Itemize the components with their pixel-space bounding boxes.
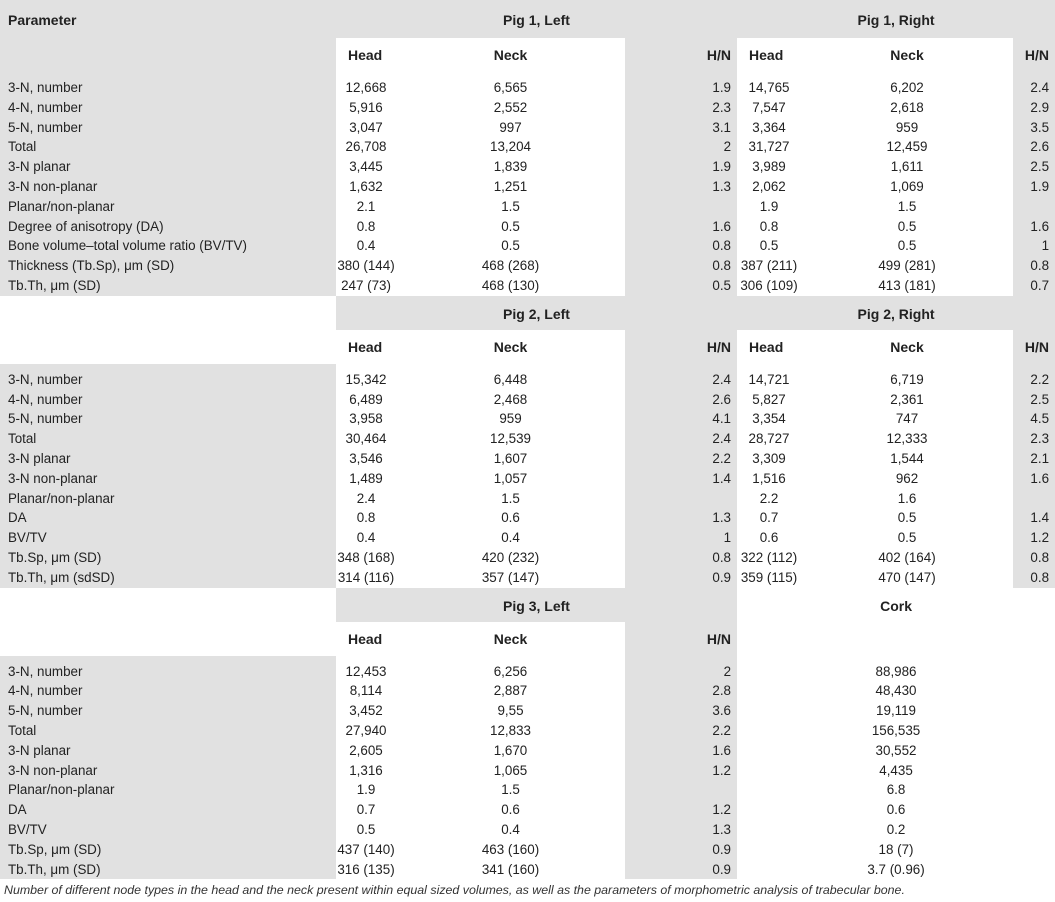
neck-column-header: Neck — [890, 338, 924, 355]
head-value: 2.4 — [356, 490, 376, 506]
hn-value: 0.9 — [625, 860, 737, 880]
cork-value: 19,119 — [876, 703, 917, 719]
head-value: 3,958 — [349, 411, 383, 427]
neck-value: 9,55 — [497, 703, 524, 719]
hn-value: 0.9 — [625, 568, 737, 588]
neck-value: 0.4 — [501, 821, 520, 837]
cork-value: 6.8 — [886, 782, 906, 798]
neck-value: 6,719 — [890, 371, 924, 387]
parameter-label: Total — [0, 429, 336, 449]
head-value: 5,827 — [752, 391, 786, 407]
neck-value: 2,887 — [493, 683, 528, 699]
neck-value: 0.5 — [897, 238, 917, 254]
hn-value: 1.4 — [625, 469, 737, 489]
group-header-row — [0, 0, 1055, 38]
hn-value: 2.4 — [625, 370, 737, 390]
parameter-label: 5-N, number — [0, 118, 336, 138]
table-row — [0, 118, 1055, 138]
cork-value: 0.2 — [886, 821, 906, 837]
head-value: 3,546 — [349, 450, 383, 466]
hn-value: 0.8 — [1013, 568, 1055, 588]
head-value: 2,062 — [752, 178, 786, 194]
head-value: 31,727 — [748, 139, 790, 155]
neck-value: 341 (160) — [481, 861, 540, 877]
table-row — [0, 236, 1055, 256]
table-row — [0, 98, 1055, 118]
table-row — [0, 390, 1055, 410]
hn-value: 4.1 — [625, 409, 737, 429]
cork-value: 0.6 — [886, 802, 906, 818]
neck-value: 13,204 — [490, 139, 531, 155]
hn-value: 2.2 — [625, 721, 737, 741]
head-value: 3,354 — [752, 411, 786, 427]
hn-value: 2 — [625, 137, 737, 157]
neck-column-header: Neck — [493, 47, 528, 63]
neck-value: 2,468 — [493, 391, 528, 407]
hn-column-header: H/N — [625, 38, 737, 72]
parameter-label: Bone volume–total volume ratio (BV/TV) — [0, 236, 336, 256]
cork-value: 18 (7) — [878, 841, 914, 857]
hn-value — [1013, 489, 1055, 509]
neck-value: 499 (281) — [878, 258, 936, 274]
hn-value: 1.6 — [1013, 217, 1055, 237]
table-caption: Number of different node types in the head and the neck present within equal sized volumes, as well as the parameters of morphometric analysis of trabecular bone. — [4, 883, 905, 897]
hn-value: 2.6 — [625, 390, 737, 410]
neck-value: 2,552 — [493, 99, 528, 115]
hn-value: 0.5 — [625, 276, 737, 296]
parameter-label: BV/TV — [0, 820, 336, 840]
head-value: 3,452 — [349, 703, 383, 719]
head-value: 0.4 — [356, 238, 376, 254]
head-value: 437 (140) — [337, 841, 395, 857]
head-value: 15,342 — [345, 371, 387, 387]
hn-value — [625, 197, 737, 217]
empty-header-cell — [0, 38, 336, 72]
hn-value: 1.9 — [625, 78, 737, 98]
neck-value: 959 — [499, 411, 522, 427]
hn-column-header: H/N — [1013, 330, 1055, 364]
hn-value: 0.7 — [1013, 276, 1055, 296]
head-value: 8,114 — [349, 683, 383, 699]
head-value: 1.9 — [356, 782, 376, 798]
hn-value: 0.8 — [625, 548, 737, 568]
table-row — [0, 800, 1055, 820]
group-header-row — [0, 296, 1055, 330]
head-value: 26,708 — [345, 139, 387, 155]
neck-value: 1,607 — [493, 450, 528, 466]
hn-value: 1.9 — [625, 157, 737, 177]
hn-value: 2.4 — [1013, 78, 1055, 98]
head-column-header: Head — [348, 47, 383, 63]
hn-column-header: H/N — [625, 330, 737, 364]
hn-column-header: H/N — [625, 622, 737, 656]
hn-value: 0.8 — [625, 256, 737, 276]
table-row — [0, 508, 1055, 528]
hn-value: 1 — [1013, 236, 1055, 256]
head-value: 3,445 — [349, 159, 383, 175]
head-value: 380 (144) — [337, 258, 395, 274]
table-row — [0, 780, 1055, 800]
head-column-header: Head — [749, 47, 784, 63]
head-value: 3,047 — [349, 119, 383, 135]
head-value: 30,464 — [345, 431, 387, 447]
hn-value: 2.2 — [1013, 370, 1055, 390]
cork-value: 48,430 — [875, 683, 917, 699]
neck-value: 413 (181) — [878, 277, 936, 293]
hn-value: 1.3 — [625, 820, 737, 840]
hn-value: 3.1 — [625, 118, 737, 138]
head-column-header: Head — [749, 338, 784, 355]
group-title-left: Pig 2, Left — [336, 296, 737, 330]
head-value: 3,989 — [752, 159, 786, 175]
hn-value: 1 — [625, 528, 737, 548]
parameter-label: 3-N non-planar — [0, 761, 336, 781]
parameter-label: Total — [0, 721, 336, 741]
neck-value: 1,069 — [890, 178, 924, 194]
group-title-right: Cork — [880, 597, 912, 614]
hn-value: 3.5 — [1013, 118, 1055, 138]
empty-header-cell — [0, 330, 336, 364]
neck-value: 1,670 — [493, 742, 528, 758]
neck-value: 6,448 — [493, 371, 528, 387]
neck-value: 962 — [895, 470, 919, 486]
parameter-label: DA — [0, 508, 336, 528]
cork-value: 3.7 (0.96) — [867, 861, 925, 877]
table-row — [0, 860, 1055, 880]
neck-column-header: Neck — [493, 338, 528, 355]
head-value: 306 (109) — [740, 277, 798, 293]
hn-value: 1.2 — [625, 761, 737, 781]
head-value: 2,605 — [349, 742, 383, 758]
hn-value: 1.3 — [625, 508, 737, 528]
hn-value: 2.2 — [625, 449, 737, 469]
neck-value: 463 (160) — [481, 841, 540, 857]
empty-header-cell — [0, 296, 336, 330]
cork-value: 4,435 — [879, 762, 913, 778]
neck-value: 0.5 — [897, 530, 917, 546]
parameter-label: 4-N, number — [0, 98, 336, 118]
group-title-left: Pig 1, Left — [336, 0, 737, 38]
head-value: 0.4 — [356, 530, 376, 546]
parameter-label: Thickness (Tb.Sp), μm (SD) — [0, 256, 336, 276]
neck-value: 6,202 — [890, 80, 924, 95]
parameter-label: Tb.Th, μm (sdSD) — [0, 568, 336, 588]
head-value: 0.8 — [759, 218, 779, 234]
head-value: 1,632 — [349, 178, 383, 194]
parameter-label: BV/TV — [0, 528, 336, 548]
parameter-label: Tb.Th, μm (SD) — [0, 276, 336, 296]
table-row — [0, 840, 1055, 860]
neck-value: 2,361 — [890, 391, 924, 407]
head-value: 0.8 — [356, 218, 376, 234]
neck-value: 1.5 — [501, 782, 520, 798]
head-value: 387 (211) — [740, 258, 798, 274]
hn-value: 0.8 — [625, 236, 737, 256]
head-value: 7,547 — [752, 99, 786, 115]
hn-value: 1.6 — [1013, 469, 1055, 489]
hn-value: 1.4 — [1013, 508, 1055, 528]
neck-value: 1,839 — [493, 159, 528, 175]
neck-value: 357 (147) — [481, 569, 540, 585]
neck-value: 1.5 — [897, 198, 917, 214]
parameter-label: Tb.Sp, μm (SD) — [0, 548, 336, 568]
neck-value: 6,565 — [493, 80, 528, 95]
parameter-label: 5-N, number — [0, 409, 336, 429]
table-row — [0, 157, 1055, 177]
head-column-header: Head — [348, 338, 383, 355]
neck-column-header: Neck — [890, 47, 924, 63]
parameter-label: 4-N, number — [0, 390, 336, 410]
parameter-label: 3-N, number — [0, 78, 336, 98]
parameter-label: 3-N, number — [0, 370, 336, 390]
hn-value: 2.5 — [1013, 157, 1055, 177]
neck-value: 12,539 — [490, 431, 531, 447]
hn-value: 2 — [625, 662, 737, 682]
head-value: 14,721 — [748, 371, 790, 387]
table-row — [0, 469, 1055, 489]
head-value: 0.6 — [759, 530, 779, 546]
hn-value: 2.8 — [625, 681, 737, 701]
parameter-label: 3-N planar — [0, 741, 336, 761]
head-value: 247 (73) — [341, 277, 391, 293]
hn-value: 1.9 — [1013, 177, 1055, 197]
hn-value: 0.8 — [1013, 256, 1055, 276]
parameter-label: 5-N, number — [0, 701, 336, 721]
neck-value: 12,459 — [886, 139, 928, 155]
parameter-label: DA — [0, 800, 336, 820]
parameter-label: 3-N planar — [0, 157, 336, 177]
table-row — [0, 820, 1055, 840]
head-value: 0.5 — [759, 238, 779, 254]
hn-value: 2.3 — [625, 98, 737, 118]
head-value: 1.9 — [759, 198, 779, 214]
table-row — [0, 137, 1055, 157]
neck-value: 420 (232) — [481, 549, 540, 565]
neck-value: 0.6 — [501, 802, 520, 818]
parameter-label: 3-N planar — [0, 449, 336, 469]
neck-value: 997 — [499, 119, 522, 135]
neck-value: 747 — [895, 411, 919, 427]
hn-value: 2.6 — [1013, 137, 1055, 157]
hn-value: 2.1 — [1013, 449, 1055, 469]
table-row — [0, 449, 1055, 469]
head-value: 0.8 — [356, 510, 376, 526]
cork-value: 156,535 — [871, 722, 921, 738]
neck-value: 1.5 — [501, 490, 520, 506]
empty-header-cell — [0, 588, 336, 622]
neck-value: 1,057 — [493, 470, 528, 486]
parameter-label: Planar/non-planar — [0, 780, 336, 800]
parameter-label: 4-N, number — [0, 681, 336, 701]
neck-value: 959 — [895, 119, 919, 135]
table-row — [0, 701, 1055, 721]
parameter-label: 3-N non-planar — [0, 177, 336, 197]
parameter-label: Tb.Sp, μm (SD) — [0, 840, 336, 860]
parameter-label: 3-N non-planar — [0, 469, 336, 489]
parameter-label: Degree of anisotropy (DA) — [0, 217, 336, 237]
column-header-row — [0, 330, 1055, 364]
head-value: 1,516 — [752, 470, 786, 486]
neck-value: 6,256 — [493, 663, 528, 679]
table-row — [0, 489, 1055, 509]
hn-value — [1013, 197, 1055, 217]
neck-value: 1.5 — [501, 198, 520, 214]
neck-value: 1,611 — [890, 159, 924, 175]
group-title-left: Pig 3, Left — [336, 588, 737, 622]
neck-value: 12,333 — [886, 431, 928, 447]
empty-header-cell — [0, 622, 336, 656]
table-row — [0, 78, 1055, 98]
neck-column-header: Neck — [493, 630, 528, 647]
head-value: 28,727 — [748, 431, 790, 447]
head-value: 314 (116) — [337, 569, 395, 585]
group-title-right: Pig 1, Right — [737, 0, 1055, 38]
table-row — [0, 217, 1055, 237]
neck-value: 402 (164) — [878, 549, 936, 565]
head-value: 6,489 — [349, 391, 383, 407]
table-row — [0, 662, 1055, 682]
cork-value: 88,986 — [875, 663, 917, 679]
hn-value: 0.8 — [1013, 548, 1055, 568]
neck-value: 468 (268) — [481, 258, 540, 274]
hn-value: 2.5 — [1013, 390, 1055, 410]
head-value: 0.7 — [759, 510, 779, 526]
parameter-label: Tb.Th, μm (SD) — [0, 860, 336, 880]
hn-value — [625, 780, 737, 800]
table-row — [0, 741, 1055, 761]
neck-value: 0.5 — [897, 218, 917, 234]
head-value: 12,453 — [345, 663, 387, 679]
table-row — [0, 370, 1055, 390]
head-value: 316 (135) — [337, 861, 395, 877]
empty-header-cell — [737, 622, 1055, 656]
neck-value: 470 (147) — [878, 569, 936, 585]
neck-value: 2,618 — [890, 99, 924, 115]
head-value: 27,940 — [345, 722, 387, 738]
head-value: 2.2 — [759, 490, 779, 506]
parameter-header: Parameter — [0, 0, 336, 38]
table-row — [0, 548, 1055, 568]
head-value: 12,668 — [345, 80, 387, 95]
neck-value: 12,833 — [490, 722, 531, 738]
hn-value: 0.9 — [625, 840, 737, 860]
table-row — [0, 197, 1055, 217]
head-value: 0.5 — [356, 821, 376, 837]
head-value: 1,316 — [349, 762, 383, 778]
head-value: 3,309 — [752, 450, 786, 466]
table-row — [0, 276, 1055, 296]
table-row — [0, 177, 1055, 197]
column-header-row — [0, 622, 1055, 656]
hn-value: 4.5 — [1013, 409, 1055, 429]
table-row — [0, 429, 1055, 449]
parameter-label: 3-N, number — [0, 662, 336, 682]
parameter-label: Total — [0, 137, 336, 157]
head-value: 348 (168) — [337, 549, 395, 565]
table-row — [0, 681, 1055, 701]
neck-value: 1,251 — [493, 178, 528, 194]
hn-value: 3.6 — [625, 701, 737, 721]
head-value: 322 (112) — [740, 549, 798, 565]
hn-value — [625, 489, 737, 509]
parameter-label: Planar/non-planar — [0, 489, 336, 509]
table-row — [0, 256, 1055, 276]
table-row — [0, 721, 1055, 741]
hn-value: 2.4 — [625, 429, 737, 449]
head-value: 3,364 — [752, 119, 786, 135]
head-value: 2.1 — [356, 198, 376, 214]
neck-value: 468 (130) — [481, 277, 540, 293]
head-value: 1,489 — [349, 470, 383, 486]
head-value: 14,765 — [748, 80, 790, 95]
table-row — [0, 528, 1055, 548]
parameter-label: Planar/non-planar — [0, 197, 336, 217]
neck-value: 0.5 — [501, 238, 520, 254]
cork-value: 30,552 — [875, 742, 917, 758]
group-header-row — [0, 588, 1055, 622]
table-row — [0, 761, 1055, 781]
hn-value: 1.6 — [625, 217, 737, 237]
neck-value: 0.4 — [501, 530, 520, 546]
neck-value: 0.5 — [897, 510, 917, 526]
group-title-right: Pig 2, Right — [737, 296, 1055, 330]
head-value: 5,916 — [349, 99, 383, 115]
neck-value: 1,065 — [493, 762, 528, 778]
head-value: 359 (115) — [740, 569, 798, 585]
hn-value: 1.3 — [625, 177, 737, 197]
hn-column-header: H/N — [1013, 38, 1055, 72]
hn-value: 1.2 — [625, 800, 737, 820]
hn-value: 1.6 — [625, 741, 737, 761]
table-row — [0, 409, 1055, 429]
hn-value: 2.3 — [1013, 429, 1055, 449]
neck-value: 1,544 — [890, 450, 924, 466]
table-row — [0, 568, 1055, 588]
hn-value: 2.9 — [1013, 98, 1055, 118]
neck-value: 1.6 — [897, 490, 917, 506]
head-column-header: Head — [348, 630, 383, 647]
column-header-row — [0, 38, 1055, 72]
neck-value: 0.6 — [501, 510, 520, 526]
neck-value: 0.5 — [501, 218, 520, 234]
hn-value: 1.2 — [1013, 528, 1055, 548]
head-value: 0.7 — [356, 802, 376, 818]
